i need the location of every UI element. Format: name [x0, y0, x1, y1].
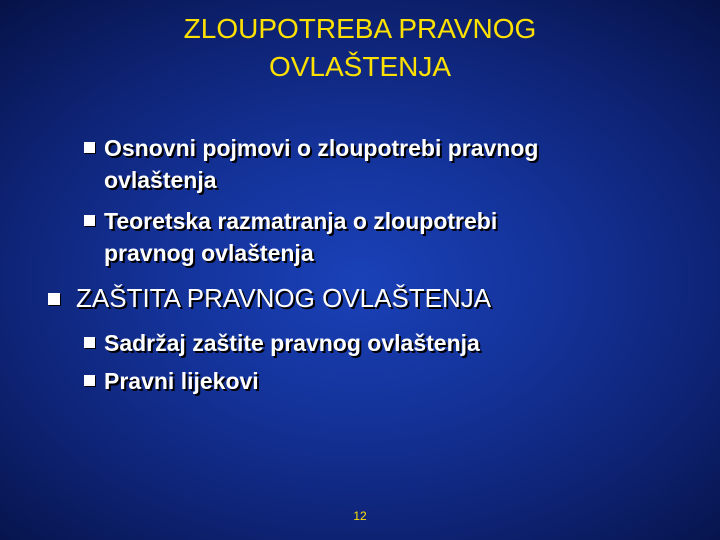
square-bullet-icon: [84, 142, 95, 153]
bullet-item-osnovni-pojmovi: [104, 132, 538, 196]
square-bullet-icon: [48, 293, 60, 305]
bullet-item-sadrzaj-zastite: [104, 327, 480, 359]
square-bullet-icon: [84, 215, 95, 226]
bullet-item-zastita: [76, 281, 491, 315]
square-bullet-icon: [84, 337, 95, 348]
bullet-item-pravni-lijekovi: [104, 365, 259, 397]
bullet-text-line: Teoretska razmatranja o zloupotrebi: [104, 208, 498, 234]
bullet-text-line: ovlaštenja: [104, 167, 217, 193]
bullet-text-line: pravnog ovlaštenja: [104, 240, 314, 266]
title-line-2: OVLAŠTENJA: [268, 51, 452, 82]
bullet-item-teoretska-razmatranja: [104, 205, 497, 269]
square-bullet-icon: [84, 375, 95, 386]
bullet-text-line: Osnovni pojmovi o zloupotrebi pravnog: [104, 135, 539, 161]
bullet-text-line: Pravni lijekovi: [104, 368, 259, 394]
page-number: 12: [353, 509, 367, 523]
slide-title: [40, 10, 680, 86]
bullet-text-line: ZAŠTITA PRAVNOG OVLAŠTENJA: [76, 283, 492, 313]
title-line-1: ZLOUPOTREBA PRAVNOG: [183, 13, 537, 44]
bullet-text-line: Sadržaj zaštite pravnog ovlaštenja: [104, 330, 480, 356]
